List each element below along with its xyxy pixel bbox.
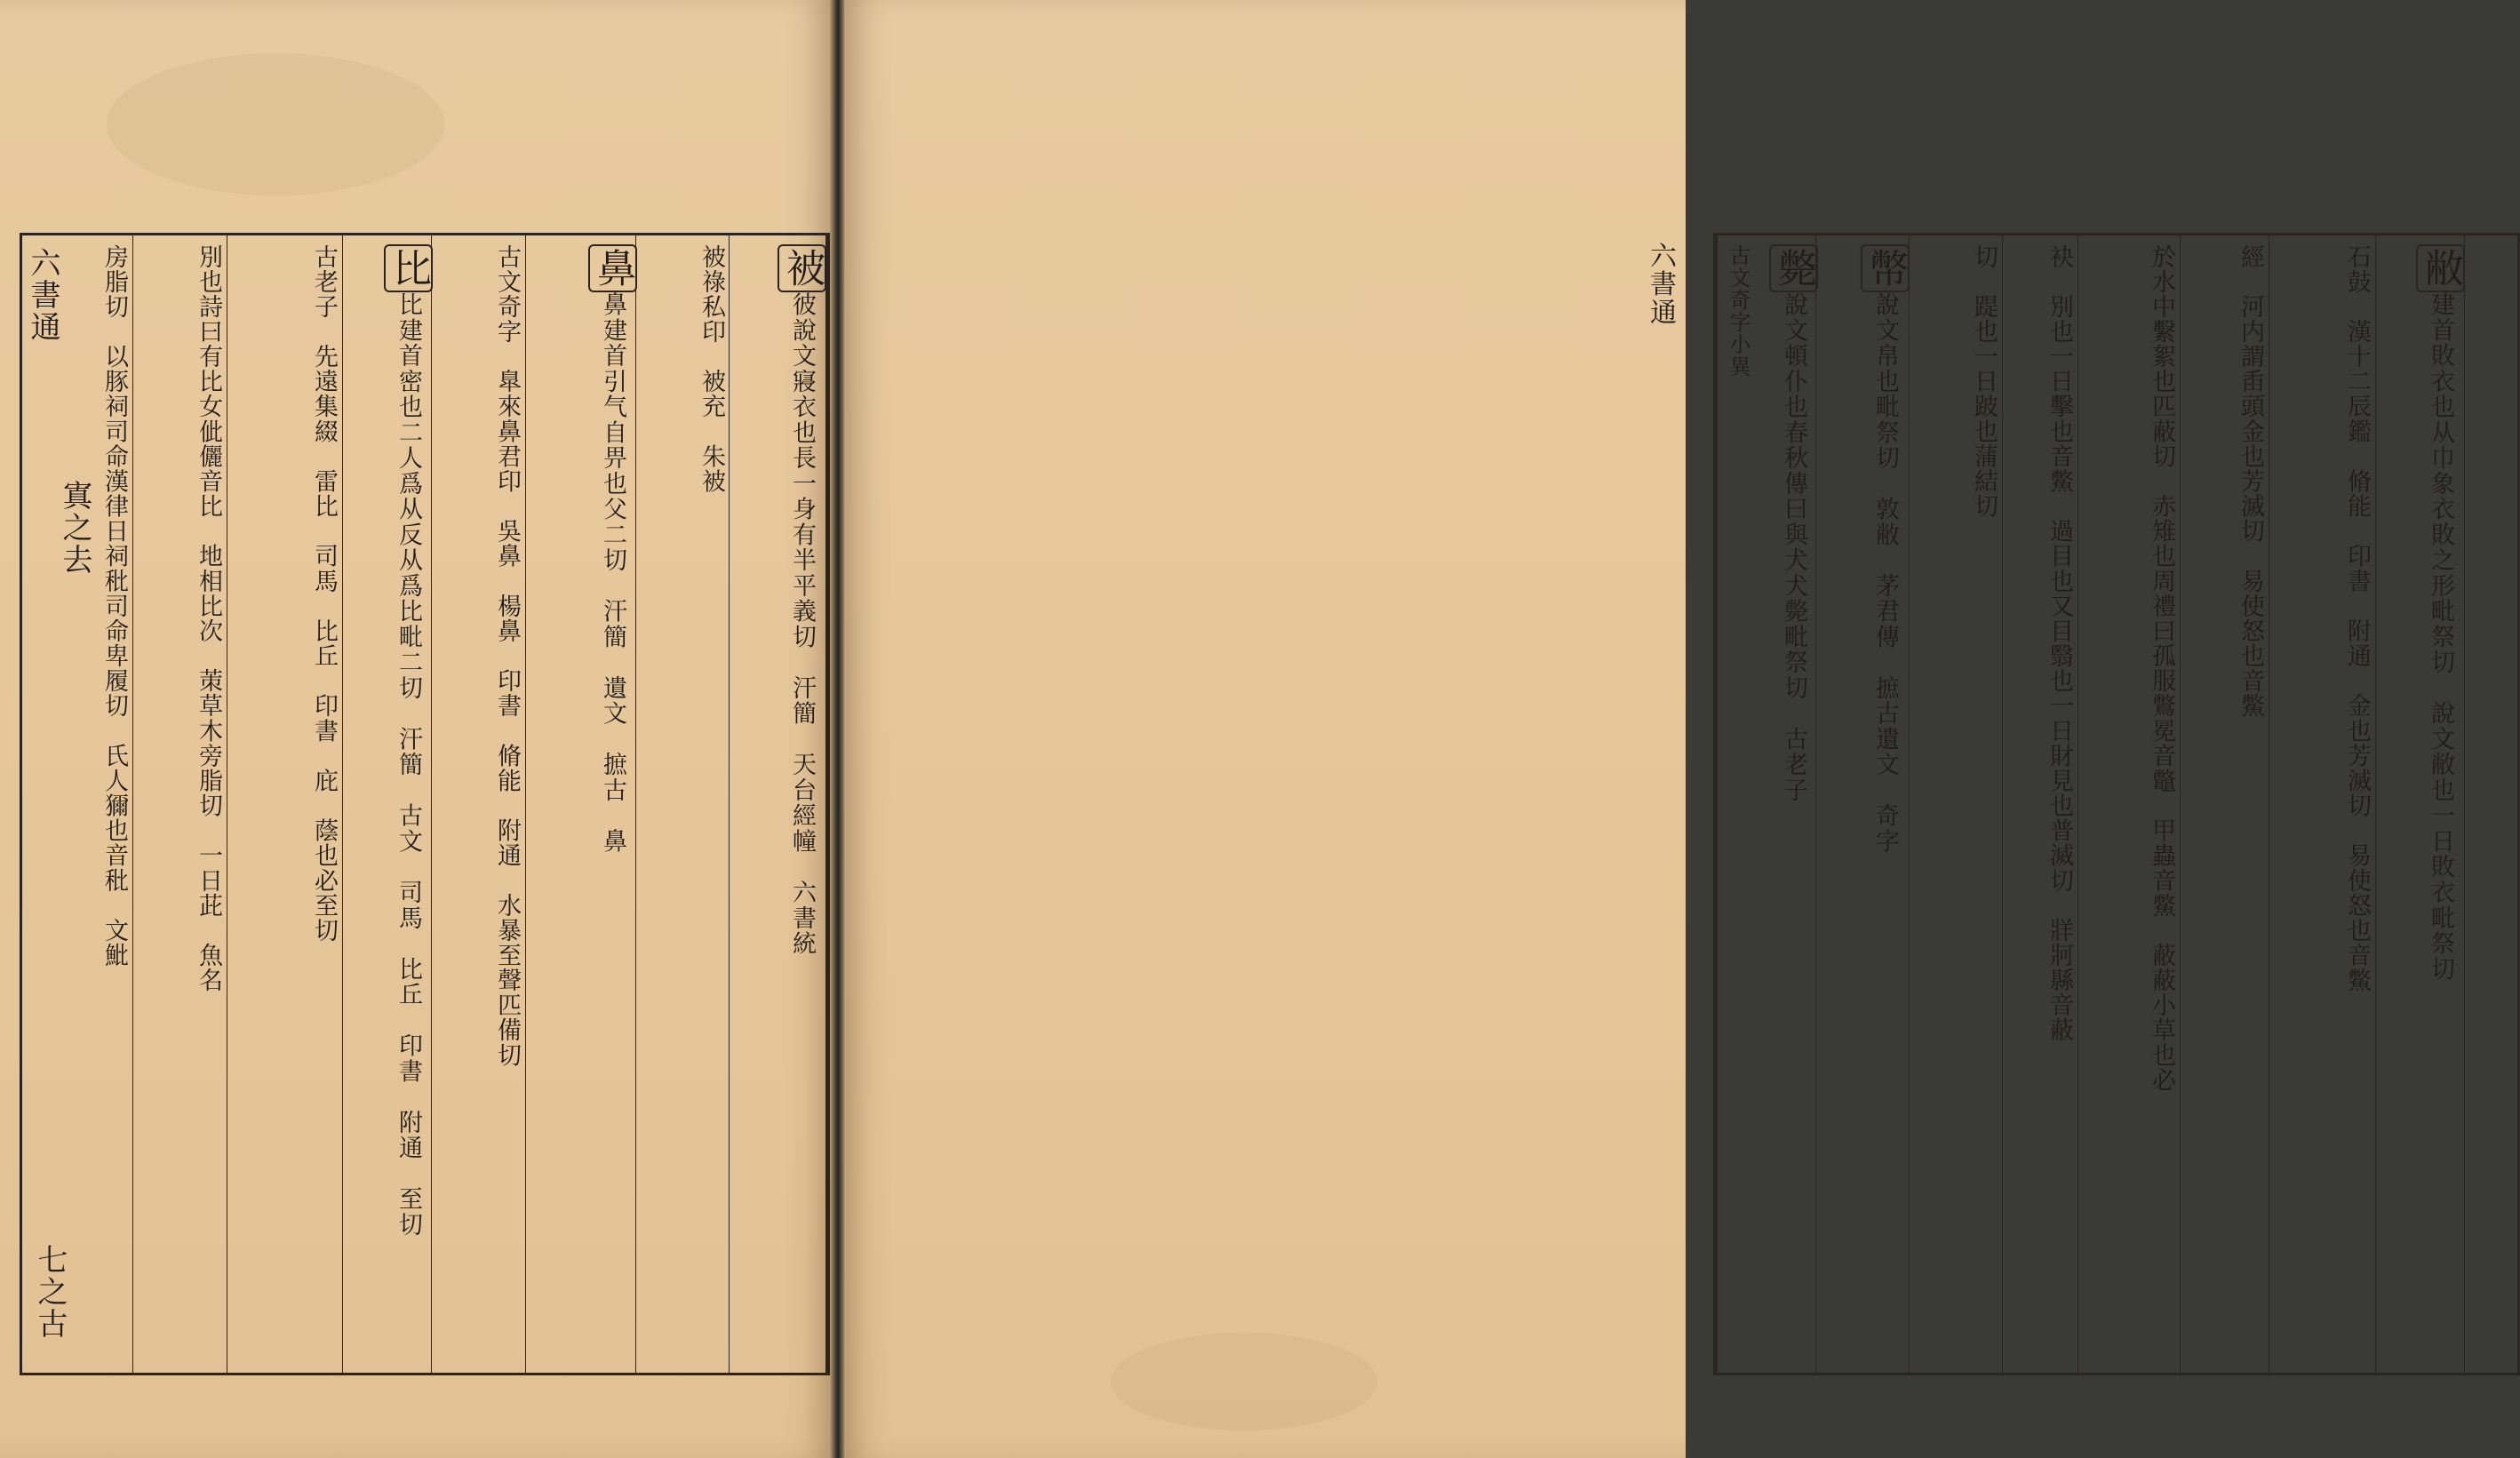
- margin-title: 六書通: [1645, 242, 1676, 327]
- text-column: [733, 244, 825, 1364]
- text-column: [2007, 244, 2074, 1364]
- entry-text: 古老子 先遠集綴 雷比 司馬 比丘 印書 庇 蔭也必至切: [310, 244, 338, 944]
- text-column: [2185, 244, 2265, 1364]
- column-rule: [132, 235, 133, 1373]
- entry-text: 說文帛也毗祭切 敦敝 茅君傳 摭古遺文 奇字: [1871, 291, 1899, 855]
- column-rule: [2375, 235, 2376, 1373]
- margin-title: 六書通: [25, 247, 60, 344]
- entry-heading: 鼻: [588, 244, 637, 292]
- entry-text: 經 河内謂臿頭金也芳滅切 易使怒也音鱉: [2237, 244, 2264, 719]
- column-rule: [2464, 235, 2465, 1373]
- folio-number: 七之古: [32, 1244, 68, 1341]
- column-rule: [525, 235, 526, 1373]
- text-column: [1753, 244, 1814, 1364]
- column-rule: [2002, 235, 2003, 1373]
- entry-text: 說文頓仆也春秋傳曰與犬犬斃毗祭切 古老子: [1780, 291, 1807, 803]
- text-column: [1821, 244, 1908, 1364]
- column-rule: [2077, 235, 2078, 1373]
- text-column: [641, 244, 726, 1364]
- text-column: [347, 244, 431, 1364]
- text-column: [138, 244, 223, 1364]
- entry-text: 古文奇字小異: [1726, 244, 1750, 378]
- entry-heading: 敝: [2416, 244, 2465, 292]
- entry-text: 袂 別也一日擊也音鱉 過目也又目翳也一日財見也普滅切 牂牁縣音蔽: [2046, 244, 2073, 1043]
- right-page: [844, 0, 2463, 1458]
- entry-text: 鼻建首引气自畀也父二切 汗簡 遺文 摭古 鼻: [599, 291, 626, 855]
- entry-text: 房脂切 以豚祠司命漢律日祠秕司命卑履切 氏人獮也音秕 文魮: [100, 244, 128, 968]
- text-column: [2274, 244, 2372, 1364]
- column-rule: [2180, 235, 2181, 1373]
- column-rule: [342, 235, 343, 1373]
- entry-heading: 比: [384, 244, 433, 292]
- text-column: [530, 244, 633, 1364]
- text-column: [1914, 244, 1998, 1364]
- entry-text: 石鼓 漢十二辰鑑 脩能 印書 附通 金也芳滅切 易使怒也音鱉: [2343, 244, 2371, 993]
- left-page-frame: [20, 233, 831, 1375]
- left-page: [0, 0, 832, 1458]
- text-column: [232, 244, 339, 1364]
- text-column: [31, 244, 129, 1364]
- text-column: [1721, 244, 1751, 1364]
- right-page-frame: [1713, 233, 2520, 1375]
- text-column: [436, 244, 522, 1364]
- column-rule: [635, 235, 636, 1373]
- text-column: [2379, 244, 2463, 1364]
- entry-text: 彼說文寢衣也長一身有半平義切 汗簡 天台經幢 六書統: [788, 291, 816, 957]
- entry-text: 被祿私印 被充 朱被: [698, 244, 725, 494]
- entry-text: 切 踶也一日跛也蒲結切: [1970, 244, 1998, 519]
- entry-text: 古文奇字 臯來鼻君印 吳鼻 楊鼻 印書 脩能 附通 水暴至聲匹備切: [493, 244, 521, 1068]
- paper-stain: [1111, 1333, 1377, 1430]
- column-rule: [729, 235, 730, 1373]
- entry-text: 建首敗衣也从巾象衣敗之形毗祭切 說文敝也一日敗衣毗祭切: [2427, 291, 2454, 983]
- column-rule: [1909, 235, 1910, 1373]
- entry-heading: 幣: [1861, 244, 1910, 292]
- paper-stain: [107, 53, 444, 195]
- entry-text: 於水中繫絮也匹蔽切 赤雉也周禮曰孤服鷩冕音鼈 甲蟲音鱉 蔽蔽小草也必: [2148, 244, 2175, 1093]
- column-rule: [1815, 235, 1816, 1373]
- entry-text: 比建首密也二人爲从反从爲比毗二切 汗簡 古文 司馬 比丘 印書 附通 至切: [395, 291, 422, 1238]
- entry-heading: 斃: [1769, 244, 1818, 292]
- entry-heading: 被: [778, 244, 826, 292]
- margin-section: 寘之去: [57, 480, 92, 577]
- text-column: [2083, 244, 2176, 1364]
- column-rule: [431, 235, 432, 1373]
- entry-text: 別也詩曰有比女佌儷音比 地相比次 茦草木旁脂切 一日茈 魚名: [195, 244, 222, 993]
